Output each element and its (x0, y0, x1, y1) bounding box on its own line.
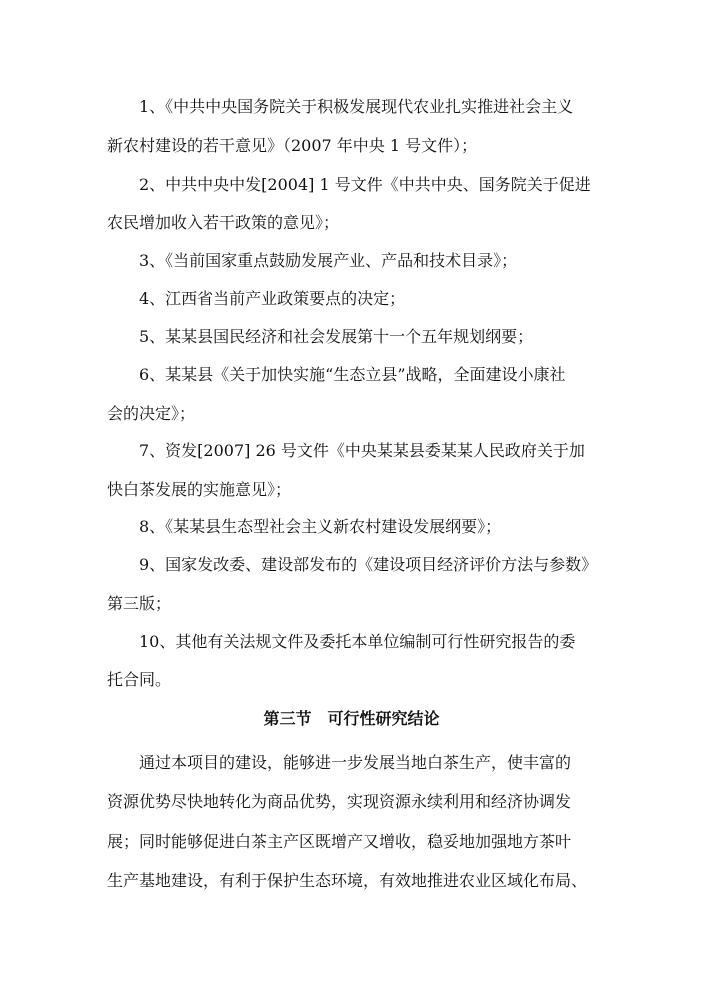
reference-item-7: 7、资发[2007] 26 号文件《中央某某县委某某人民政府关于加 (139, 441, 585, 460)
reference-item-2: 2、中共中央中发[2004] 1 号文件《中共中央、国务院关于促进 (139, 175, 591, 194)
conclusion-line-1: 通过本项目的建设，能够进一步发展当地白茶生产，使丰富的 (139, 753, 572, 772)
reference-item-7-cont: 快白茶发展的实施意见》； (107, 480, 292, 499)
reference-item-6-cont: 会的决定》； (107, 404, 196, 423)
reference-item-10: 10、其他有关法规文件及委托本单位编制可行性研究报告的委 (139, 632, 576, 651)
reference-item-4: 4、江西省当前产业政策要点的决定； (139, 289, 406, 308)
reference-item-6: 6、某某县《关于加快实施“生态立县”战略，全面建设小康社 (139, 365, 566, 384)
conclusion-line-3: 展；同时能够促进白茶主产区既增产又增收，稳妥地加强地方茶叶 (107, 832, 572, 851)
reference-item-2-cont: 农民增加收入若干政策的意见》； (107, 213, 340, 232)
conclusion-line-2: 资源优势尽快地转化为商品优势，实现资源永续利用和经济协调发 (107, 792, 572, 811)
reference-item-5: 5、某某县国民经济和社会发展第十一个五年规划纲要； (139, 327, 534, 346)
reference-item-8: 8、《某某县生态型社会主义新农村建设发展纲要》； (139, 517, 502, 536)
reference-item-9-cont: 第三版； (107, 594, 172, 613)
section-heading: 第三节 可行性研究结论 (263, 709, 440, 728)
reference-item-9: 9、国家发改委、建设部发布的《建设项目经济评价方法与参数》 (139, 555, 598, 574)
reference-item-1-cont: 新农村建设的若干意见》（2007 年中央 1 号文件）； (107, 136, 478, 155)
reference-item-1: 1、《中共中央国务院关于积极发展现代农业扎实推进社会主义 (139, 97, 574, 116)
reference-item-3: 3、《当前国家重点鼓励发展产业、产品和技术目录》； (139, 251, 518, 270)
reference-item-10-cont: 托合同。 (107, 670, 172, 689)
conclusion-line-4: 生产基地建设，有利于保护生态环境，有效地推进农业区域化布局、 (107, 871, 588, 890)
